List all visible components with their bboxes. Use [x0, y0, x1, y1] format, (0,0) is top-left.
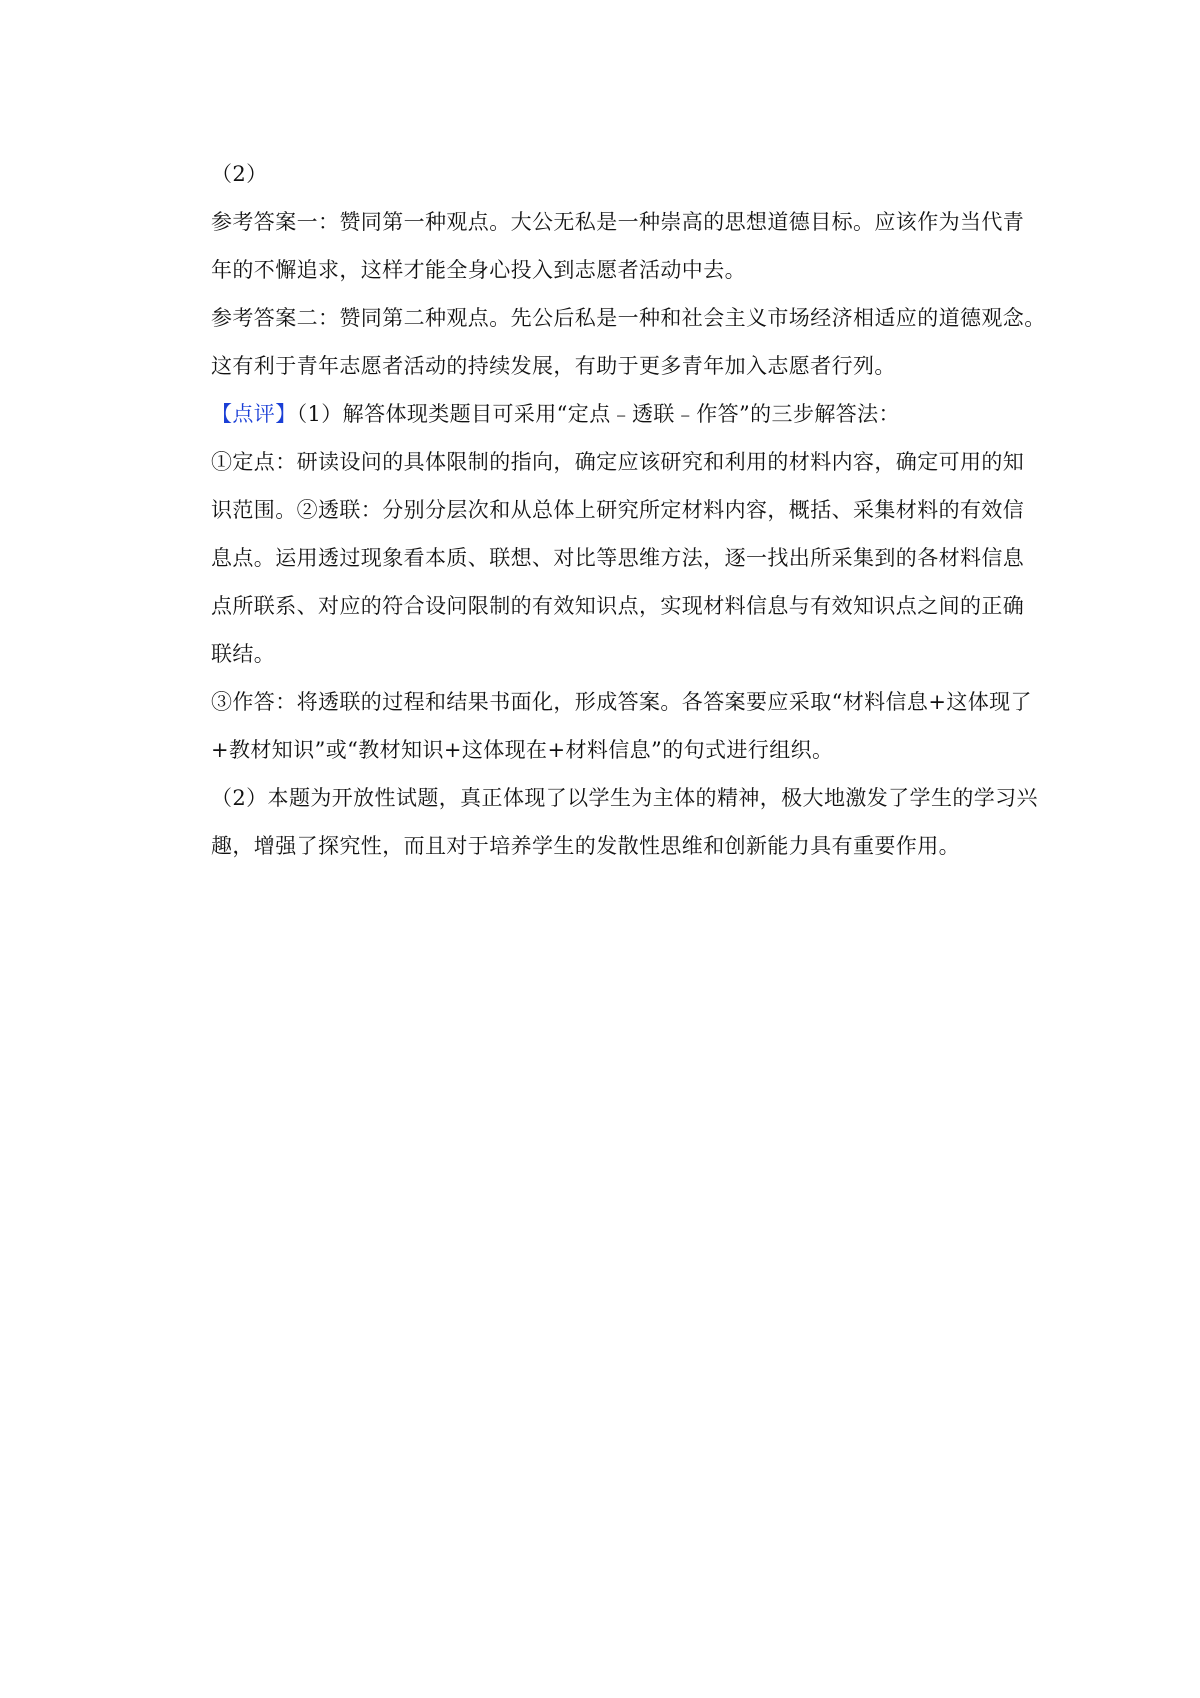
comment-heading-text: （1）解答体现类题目可采用“定点﹣透联﹣作答”的三步解答法： [296, 402, 900, 426]
comment-line-2: 识范围。②透联：分别分层次和从总体上研究所定材料内容，概括、采集材料的有效信 [211, 498, 1025, 522]
comment-line-6: ③作答：将透联的过程和结果书面化，形成答案。各答案要应采取“材料信息+这体现了 [211, 690, 1032, 714]
comment-heading [211, 390, 1019, 438]
answer-one-line-2: 年的不懈追求，这样才能全身心投入到志愿者活动中去。 [211, 258, 746, 282]
question-number: （2） [211, 162, 268, 186]
answer-one-line-1: 参考答案一：赞同第一种观点。大公无私是一种崇高的思想道德目标。应该作为当代青 [211, 210, 1025, 234]
answer-two-line-2: 这有利于青年志愿者活动的持续发展，有助于更多青年加入志愿者行列。 [211, 354, 896, 378]
comment-line-7: +教材知识”或“教材知识+这体现在+材料信息”的句式进行组织。 [211, 738, 834, 762]
answer-content [211, 150, 1046, 870]
comment-line-8: （2）本题为开放性试题，真正体现了以学生为主体的精神，极大地激发了学生的学习兴 [211, 786, 1038, 810]
comment-line-9: 趣，增强了探究性，而且对于培养学生的发散性思维和创新能力具有重要作用。 [211, 834, 960, 858]
comment-line-3: 息点。运用透过现象看本质、联想、对比等思维方法，逐一找出所采集到的各材料信息 [211, 546, 1025, 570]
comment-tag: 【点评】 [211, 402, 297, 426]
comment-line-4: 点所联系、对应的符合设问限制的有效知识点，实现材料信息与有效知识点之间的正确 [211, 594, 1025, 618]
comment-line-5: 联结。 [211, 642, 276, 666]
answer-two-line-1: 参考答案二：赞同第二种观点。先公后私是一种和社会主义市场经济相适应的道德观念。 [211, 306, 1046, 330]
comment-line-1: ①定点：研读设问的具体限制的指向，确定应该研究和利用的材料内容，确定可用的知 [211, 450, 1025, 474]
